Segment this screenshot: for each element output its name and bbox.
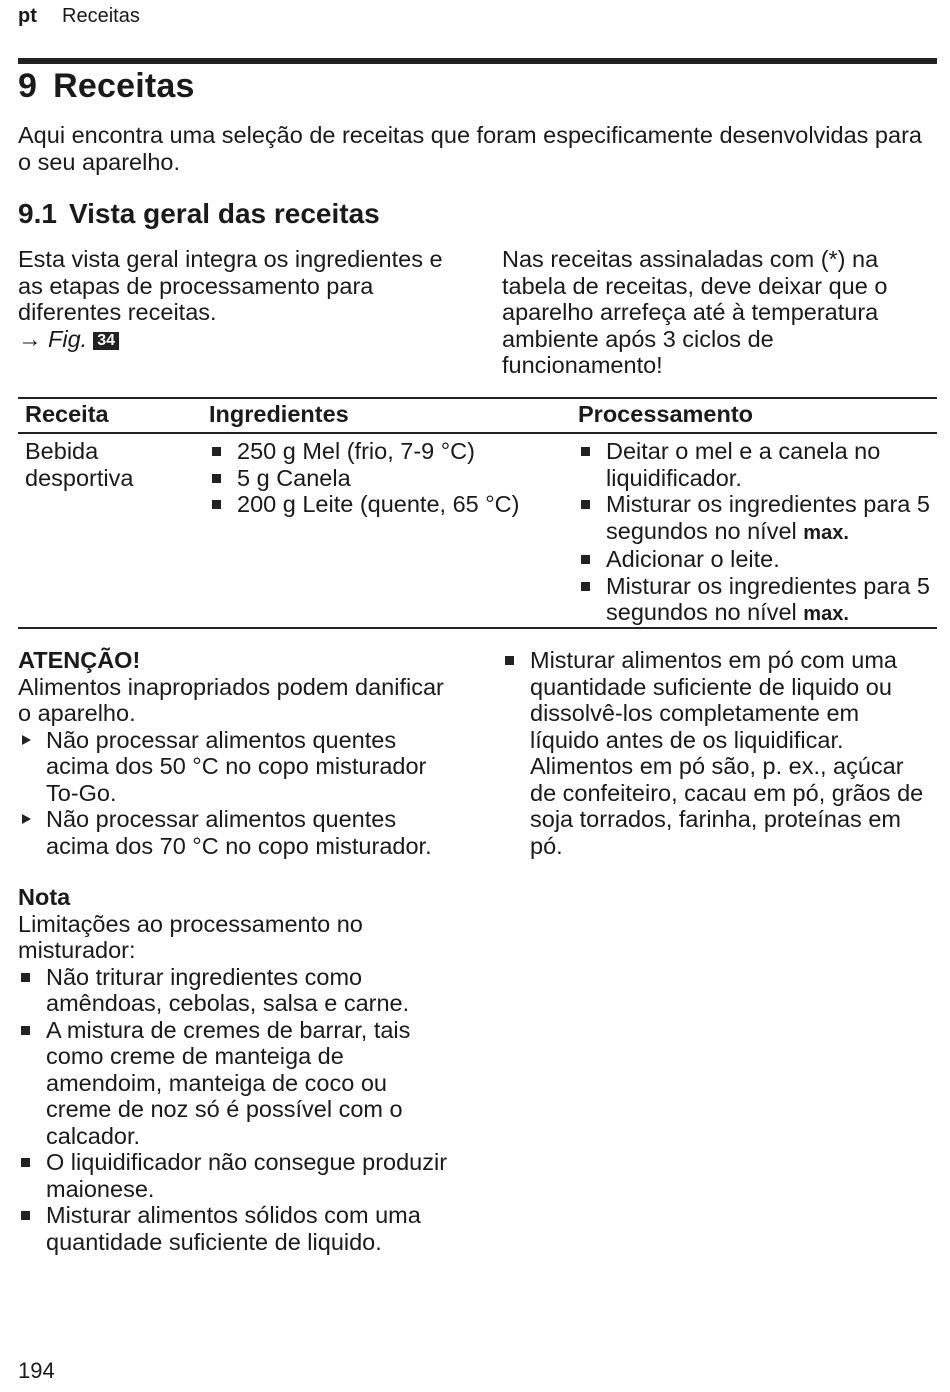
attention-item: Não processar alimentos quentes acima dos 50 °C no copo misturador To-Go. xyxy=(18,727,458,807)
step-text: Misturar os ingredientes para 5 segundos no nível xyxy=(606,572,930,625)
attention-title: ATENÇÃO! xyxy=(18,647,141,673)
processing-step xyxy=(578,573,933,628)
running-header-title: Receitas xyxy=(62,5,140,27)
figure-reference[interactable] xyxy=(18,326,458,353)
note-continuation-column xyxy=(502,647,934,859)
language-code: pt xyxy=(18,5,37,27)
note-text: Limitações ao processamento no misturador: xyxy=(18,910,363,963)
step-text: Deitar o mel e a canela no liquidificador. xyxy=(606,438,881,491)
chapter-title: Receitas xyxy=(53,67,195,105)
note-item: A mistura de cremes de barrar, tais como creme de manteiga de amendoim, manteiga de coco ou creme de noz só é possível com o calcador. xyxy=(18,1017,458,1150)
table-header-ingredients: Ingredientes xyxy=(209,401,349,427)
step-text: Misturar os ingredientes para 5 segundos no nível xyxy=(606,491,930,544)
chapter-heading xyxy=(18,67,195,106)
attention-text: Alimentos inapropriados podem danificar o aparelho. xyxy=(18,673,444,726)
table-cell-processing xyxy=(578,438,933,628)
note-item: Misturar alimentos em pó com uma quantidade suficiente de liquido ou dissolvê-los completamente em líquido antes de os liquidificar. Alimentos em pó são, p. ex., açúcar de confeiteiro, cacau em pó, grãos de soja torrados, farinha, proteínas em pó. xyxy=(502,647,934,859)
section-number: 9.1 xyxy=(18,198,57,229)
table-header-processing: Processamento xyxy=(578,401,754,427)
step-text: Adicionar o leite. xyxy=(606,546,780,572)
header-rule xyxy=(18,58,937,64)
processing-step xyxy=(578,546,933,573)
figure-number-badge: 34 xyxy=(93,332,119,350)
ingredient-item: 200 g Leite (quente, 65 °C) xyxy=(209,491,569,518)
chapter-number: 9 xyxy=(18,67,38,105)
table-bottom-rule xyxy=(18,627,937,629)
ingredient-item: 5 g Canela xyxy=(209,465,569,492)
note-block xyxy=(18,884,458,1255)
table-cell-ingredients xyxy=(209,438,569,518)
level-label: max. xyxy=(803,521,849,544)
section-title: Vista geral das receitas xyxy=(68,198,380,229)
table-header-rule xyxy=(18,432,937,434)
note-item: O liquidificador não consegue produzir maionese. xyxy=(18,1149,458,1202)
figure-label: Fig. xyxy=(48,325,88,352)
table-top-rule xyxy=(18,397,937,399)
arrow-icon: → xyxy=(18,325,42,352)
overview-right-text: Nas receitas assinaladas com (*) na tabela de receitas, deve deixar que o aparelho arrefeça até à temperatura ambiente após 3 ciclos de funcionamento! xyxy=(502,246,888,378)
page-number: 194 xyxy=(18,1358,55,1383)
note-item: Misturar alimentos sólidos com uma quantidade suficiente de liquido. xyxy=(18,1202,458,1255)
intro-paragraph: Aqui encontra uma seleção de receitas que foram especificamente desenvolvidas para o seu aparelho. xyxy=(18,122,922,175)
processing-step xyxy=(578,438,933,491)
table-cell-recipe: Bebida desportiva xyxy=(25,438,134,491)
level-label: max. xyxy=(803,603,849,625)
table-header-recipe: Receita xyxy=(25,401,109,427)
note-item: Não triturar ingredientes como amêndoas, cebolas, salsa e carne. xyxy=(18,964,458,1017)
section-heading xyxy=(18,198,380,230)
attention-item: Não processar alimentos quentes acima dos 70 °C no copo misturador. xyxy=(18,806,458,859)
ingredient-item: 250 g Mel (frio, 7-9 °C) xyxy=(209,438,569,465)
overview-left-column xyxy=(18,246,458,352)
note-title: Nota xyxy=(18,884,71,910)
processing-step xyxy=(578,491,933,546)
overview-left-text: Esta vista geral integra os ingredientes e as etapas de processamento para diferentes receitas. xyxy=(18,246,443,325)
warnings-column xyxy=(18,647,458,1255)
